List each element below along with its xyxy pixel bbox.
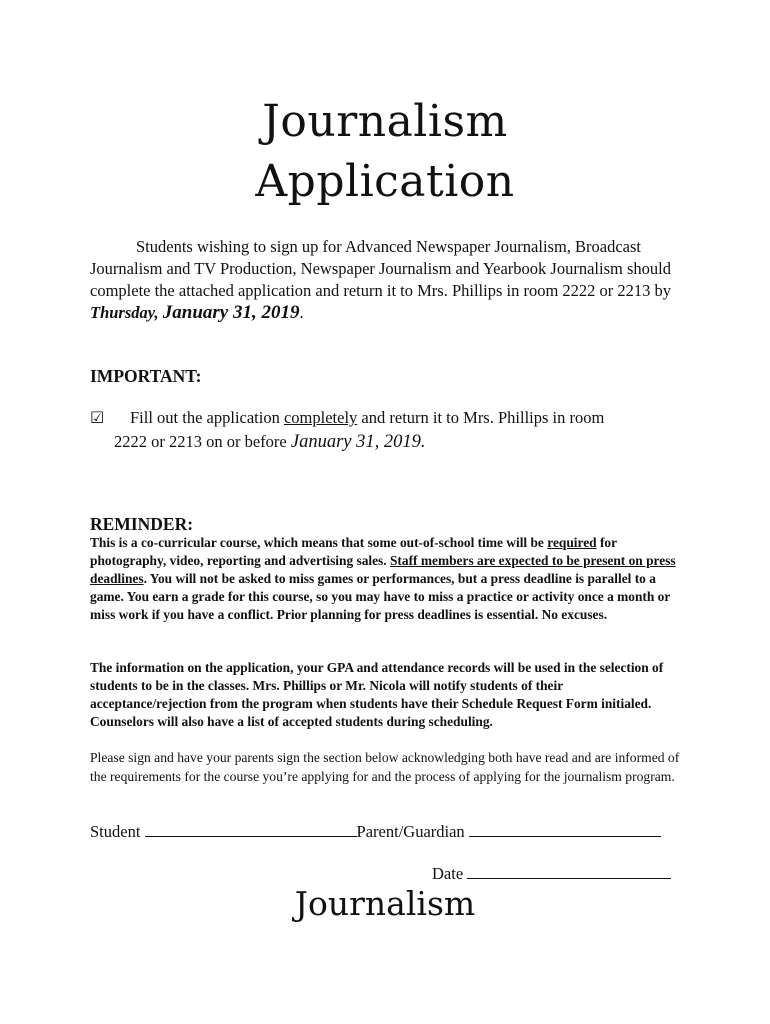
reminder-text-c: . You will not be asked to miss games or performances, but a press deadline is parallel to a game. You earn a grade for this course, so you may have to miss a practice or activity once a month or miss work if you have a conflict. Prior planning for press deadlines is essential. No excuses. — [90, 571, 671, 622]
checklist-item — [90, 406, 690, 454]
intro-text: Students wishing to sign up for Advanced Newspaper Journalism, Broadcast Journalism and TV Production, Newspaper Journalism and Yearbook Journalism should complete the attached application and return it to Mrs. Phillips in room 2222 or 2213 by — [90, 237, 672, 300]
reminder-paragraph — [90, 534, 680, 624]
checklist-text-after: and return it to Mrs. Phillips in room — [361, 408, 605, 427]
date-line[interactable] — [467, 864, 671, 879]
reminder-staff: Staff members are expected to be present on press deadlines — [90, 553, 676, 586]
student-label: Student — [90, 822, 141, 841]
signature-row — [90, 822, 690, 842]
page-title — [0, 92, 770, 212]
student-signature-line[interactable] — [145, 822, 357, 837]
intro-end: . — [299, 303, 304, 322]
checklist-date: January 31, 2019. — [290, 432, 426, 452]
intro-day: Thursday, — [90, 303, 159, 322]
title-line-1: Journalism — [262, 96, 508, 147]
reminder-heading: REMINDER: — [90, 514, 194, 534]
reminder-text-a: This is a co-curricular course, which means that some out-of-school time will be — [90, 535, 544, 550]
title-line-2: Application — [255, 156, 515, 207]
checklist-emphasis: completely — [283, 408, 358, 427]
checkbox-checked-icon: ☑ — [90, 408, 105, 427]
date-label: Date — [432, 864, 464, 883]
checklist-line2: 2222 or 2213 on or before — [114, 432, 287, 451]
checklist-text-before: Fill out the application — [130, 408, 280, 427]
reminder-text-b: for photography, video, reporting and advertising sales. — [90, 535, 617, 568]
parent-signature-line[interactable] — [469, 822, 661, 837]
date-row — [432, 864, 671, 884]
sign-instructions: Please sign and have your parents sign the section below acknowledging both have read and are informed of the requirements for the course you’re applying for and the process of applying for the journalism program. — [90, 750, 680, 784]
intro-paragraph — [90, 236, 690, 324]
reminder-required: required — [547, 535, 597, 550]
intro-date: January 31, 2019 — [162, 302, 300, 323]
next-page-title: Journalism — [294, 884, 476, 923]
info-paragraph: The information on the application, your GPA and attendance records will be used in the selection of students to be in the classes. Mrs. Phillips or Mr. Nicola will notify students of their acceptance/rejection from the program when students have their Schedule Request Form initialed. Counselors will also have a list of accepted students during scheduling. — [90, 660, 664, 729]
parent-label: Parent/Guardian — [356, 822, 465, 841]
important-heading: IMPORTANT: — [90, 366, 202, 386]
